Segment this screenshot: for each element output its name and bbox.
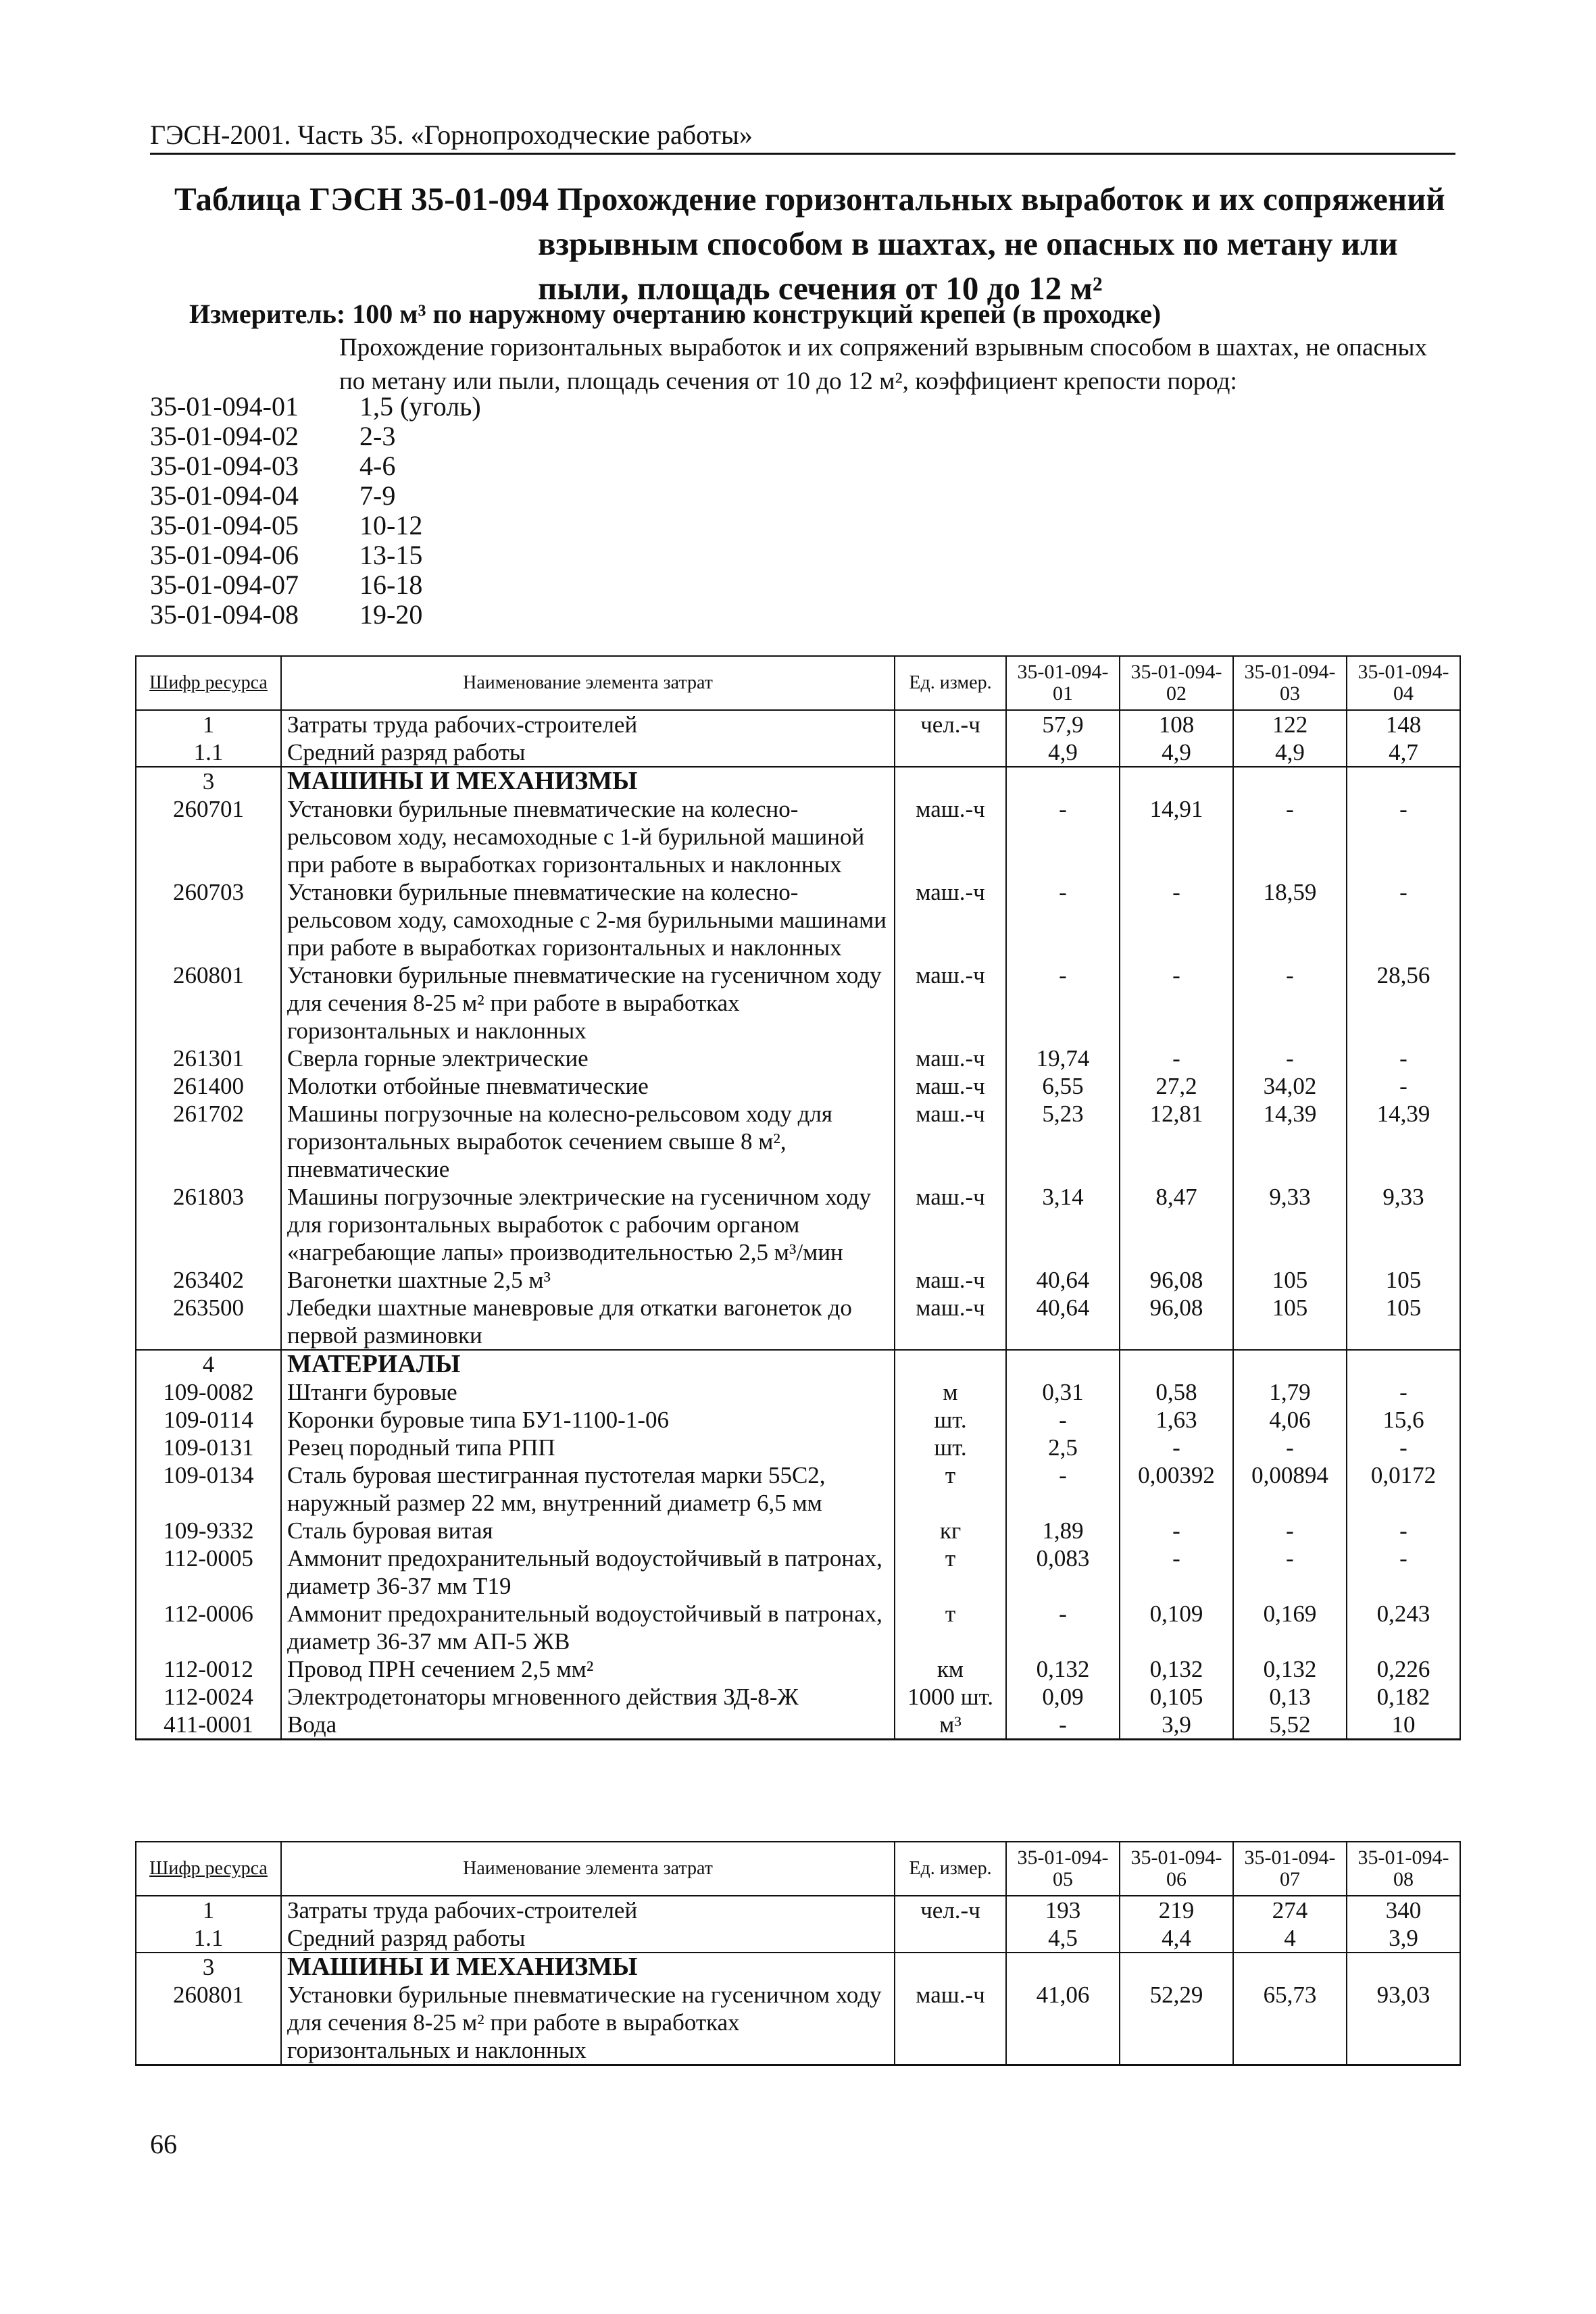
table-row xyxy=(136,878,1460,961)
code-list-code: 35-01-094-02 xyxy=(150,421,299,451)
table-2-header xyxy=(136,1842,1460,1896)
value-cell xyxy=(1233,1350,1347,1378)
cost-element-name: Сталь буровая витая xyxy=(281,1517,895,1544)
value-cell: 4,7 xyxy=(1347,738,1460,767)
code-list-value: 16-18 xyxy=(359,570,423,600)
unit: маш.-ч xyxy=(895,1981,1006,2065)
section-row xyxy=(136,1953,1460,1981)
unit: 1000 шт. xyxy=(895,1683,1006,1711)
resource-code: 261803 xyxy=(136,1183,281,1266)
resource-code: 261400 xyxy=(136,1072,281,1100)
unit: маш.-ч xyxy=(895,1183,1006,1266)
value-cell: 14,39 xyxy=(1233,1100,1347,1183)
code-list-item xyxy=(150,600,481,630)
unit: маш.-ч xyxy=(895,1072,1006,1100)
unit: т xyxy=(895,1600,1006,1655)
header-column-code: 35-01-094-06 xyxy=(1120,1842,1233,1896)
resource-code: 1 xyxy=(136,1896,281,1924)
table-row xyxy=(136,1266,1460,1294)
value-cell: 105 xyxy=(1347,1294,1460,1350)
value-cell: - xyxy=(1006,1600,1120,1655)
resource-code: 263500 xyxy=(136,1294,281,1350)
code-list-value: 13-15 xyxy=(359,540,423,570)
value-cell: 0,0172 xyxy=(1347,1461,1460,1517)
value-cell: 34,02 xyxy=(1233,1072,1347,1100)
value-cell: 0,09 xyxy=(1006,1683,1120,1711)
measure-line xyxy=(189,297,1161,331)
resource-code: 260701 xyxy=(136,795,281,878)
code-list-value: 19-20 xyxy=(359,599,423,630)
value-cell: - xyxy=(1233,1544,1347,1600)
unit: т xyxy=(895,1544,1006,1600)
value-cell: 8,47 xyxy=(1120,1183,1233,1266)
value-cell: - xyxy=(1347,1072,1460,1100)
value-cell: 96,08 xyxy=(1120,1266,1233,1294)
value-cell: 4,4 xyxy=(1120,1924,1233,1953)
resource-code: 109-0082 xyxy=(136,1378,281,1406)
measure-label: Измеритель: xyxy=(189,299,346,329)
value-cell: - xyxy=(1233,961,1347,1045)
unit: шт. xyxy=(895,1434,1006,1461)
resource-code: 112-0012 xyxy=(136,1655,281,1683)
cost-element-name: Сверла горные электрические xyxy=(281,1045,895,1072)
resource-code: 261702 xyxy=(136,1100,281,1183)
cost-element-name: Коронки буровые типа БУ1-1100-1-06 xyxy=(281,1406,895,1434)
value-cell xyxy=(1006,1350,1120,1378)
header-rule xyxy=(150,153,1455,155)
table-row xyxy=(136,1544,1460,1600)
value-cell: 4,9 xyxy=(1006,738,1120,767)
unit xyxy=(895,738,1006,767)
cost-element-name: Электродетонаторы мгновенного действия ЗД-8-Ж xyxy=(281,1683,895,1711)
resource-code: 260703 xyxy=(136,878,281,961)
resource-code: 261301 xyxy=(136,1045,281,1072)
value-cell: 12,81 xyxy=(1120,1100,1233,1183)
cost-element-name: Средний разряд работы xyxy=(281,738,895,767)
value-cell: - xyxy=(1006,961,1120,1045)
header-column-code: 35-01-094-03 xyxy=(1233,656,1347,710)
unit: км xyxy=(895,1655,1006,1683)
header-unit: Ед. измер. xyxy=(895,1842,1006,1896)
cost-element-name: Молотки отбойные пневматические xyxy=(281,1072,895,1100)
intro-text: Прохождение горизонтальных выработок и их сопряжений взрывным способом в шахтах, не опасных по метану или пыли, площадь сечения от 10 до 12 м², коэффициент крепости пород: xyxy=(339,334,1428,395)
value-cell: 0,132 xyxy=(1006,1655,1120,1683)
code-list-code: 35-01-094-04 xyxy=(150,480,299,511)
value-cell: 4,9 xyxy=(1233,738,1347,767)
measure-text: 100 м³ по наружному очертанию конструкций крепей (в проходке) xyxy=(352,299,1162,329)
resource-code: 260801 xyxy=(136,1981,281,2065)
cost-element-name: Вагонетки шахтные 2,5 м³ xyxy=(281,1266,895,1294)
code-list-item xyxy=(150,570,481,600)
unit: маш.-ч xyxy=(895,961,1006,1045)
value-cell: 2,5 xyxy=(1006,1434,1120,1461)
value-cell: 5,52 xyxy=(1233,1711,1347,1740)
value-cell: 57,9 xyxy=(1006,710,1120,738)
cost-element-name: Аммонит предохранительный водоустойчивый в патронах, диаметр 36-37 мм Т19 xyxy=(281,1544,895,1600)
value-cell: 0,226 xyxy=(1347,1655,1460,1683)
value-cell: 105 xyxy=(1347,1266,1460,1294)
value-cell: 1,79 xyxy=(1233,1378,1347,1406)
resource-code: 109-0134 xyxy=(136,1461,281,1517)
resource-code: 411-0001 xyxy=(136,1711,281,1740)
value-cell: 122 xyxy=(1233,710,1347,738)
table-row xyxy=(136,1378,1460,1406)
value-cell: 148 xyxy=(1347,710,1460,738)
value-cell: 41,06 xyxy=(1006,1981,1120,2065)
table-row xyxy=(136,1045,1460,1072)
resource-code: 260801 xyxy=(136,961,281,1045)
resource-code: 109-0114 xyxy=(136,1406,281,1434)
section-title: МАТЕРИАЛЫ xyxy=(281,1350,895,1378)
cost-element-name: Установки бурильные пневматические на колесно-рельсовом ходу, несамоходные с 1-й бурильной машиной при работе в выработках горизонтальных и наклонных xyxy=(281,795,895,878)
value-cell: 27,2 xyxy=(1120,1072,1233,1100)
code-list-value: 7-9 xyxy=(359,480,396,511)
value-cell: 3,9 xyxy=(1347,1924,1460,1953)
header-column-code: 35-01-094-08 xyxy=(1347,1842,1460,1896)
value-cell: 0,00894 xyxy=(1233,1461,1347,1517)
value-cell: 15,6 xyxy=(1347,1406,1460,1434)
header-column-code: 35-01-094-07 xyxy=(1233,1842,1347,1896)
header-column-code: 35-01-094-01 xyxy=(1006,656,1120,710)
value-cell xyxy=(1006,767,1120,795)
code-list-value: 2-3 xyxy=(359,421,396,451)
cost-element-name: Затраты труда рабочих-строителей xyxy=(281,1896,895,1924)
value-cell: 105 xyxy=(1233,1294,1347,1350)
code-list-item xyxy=(150,392,481,422)
resource-code: 112-0006 xyxy=(136,1600,281,1655)
running-header: ГЭСН-2001. Часть 35. «Горнопроходческие работы» xyxy=(150,120,753,150)
value-cell: 65,73 xyxy=(1233,1981,1347,2065)
header-column-code: 35-01-094-02 xyxy=(1120,656,1233,710)
table-row xyxy=(136,710,1460,738)
value-cell: - xyxy=(1347,1434,1460,1461)
code-list-code: 35-01-094-05 xyxy=(150,510,299,540)
table-row xyxy=(136,1294,1460,1350)
resource-code: 109-0131 xyxy=(136,1434,281,1461)
value-cell: 14,39 xyxy=(1347,1100,1460,1183)
unit: м³ xyxy=(895,1711,1006,1740)
header-name: Наименование элемента затрат xyxy=(281,1842,895,1896)
resource-code: 112-0024 xyxy=(136,1683,281,1711)
header-code xyxy=(136,656,281,710)
resource-code: 3 xyxy=(136,767,281,795)
value-cell: 0,109 xyxy=(1120,1600,1233,1655)
cost-element-name: Установки бурильные пневматические на гусеничном ходу для сечения 8-25 м² при работе в выработках горизонтальных и наклонных xyxy=(281,1981,895,2065)
value-cell: 4,5 xyxy=(1006,1924,1120,1953)
unit: м xyxy=(895,1378,1006,1406)
value-cell: 340 xyxy=(1347,1896,1460,1924)
table-1-body xyxy=(136,710,1460,1740)
header-column-code: 35-01-094-04 xyxy=(1347,656,1460,710)
cost-element-name: Лебедки шахтные маневровые для откатки вагонеток до первой разминовки xyxy=(281,1294,895,1350)
resource-code: 109-9332 xyxy=(136,1517,281,1544)
table-row xyxy=(136,1461,1460,1517)
title-line-2: взрывным способом в шахтах, не опасных по метану или xyxy=(538,225,1398,262)
section-title: МАШИНЫ И МЕХАНИЗМЫ xyxy=(281,767,895,795)
header-code xyxy=(136,1842,281,1896)
value-cell: 0,083 xyxy=(1006,1544,1120,1600)
value-cell: - xyxy=(1120,1544,1233,1600)
value-cell: - xyxy=(1006,878,1120,961)
value-cell: 105 xyxy=(1233,1266,1347,1294)
value-cell: - xyxy=(1120,1517,1233,1544)
value-cell: 52,29 xyxy=(1120,1981,1233,2065)
table-row xyxy=(136,1683,1460,1711)
code-list-code: 35-01-094-01 xyxy=(150,391,299,422)
title-line-3: пыли, площадь сечения от 10 до 12 м² xyxy=(538,270,1103,307)
resource-code: 1.1 xyxy=(136,738,281,767)
unit: кг xyxy=(895,1517,1006,1544)
value-cell xyxy=(1120,1350,1233,1378)
value-cell xyxy=(1006,1953,1120,1981)
value-cell: - xyxy=(1347,795,1460,878)
cost-element-name: Вода xyxy=(281,1711,895,1740)
table-row xyxy=(136,1517,1460,1544)
unit: т xyxy=(895,1461,1006,1517)
table-row xyxy=(136,1072,1460,1100)
table-title xyxy=(174,177,1445,311)
value-cell: - xyxy=(1347,1045,1460,1072)
unit: маш.-ч xyxy=(895,1100,1006,1183)
value-cell: - xyxy=(1006,1406,1120,1434)
table-row xyxy=(136,1981,1460,2065)
unit: маш.-ч xyxy=(895,1045,1006,1072)
header-code-label: Шифр ресурса xyxy=(149,672,268,693)
value-cell xyxy=(1120,1953,1233,1981)
resource-code: 3 xyxy=(136,1953,281,1981)
title-line-1: Таблица ГЭСН 35-01-094 Прохождение горизонтальных выработок и их сопряжений xyxy=(174,180,1445,218)
value-cell: 5,23 xyxy=(1006,1100,1120,1183)
value-cell: 6,55 xyxy=(1006,1072,1120,1100)
value-cell: 0,31 xyxy=(1006,1378,1120,1406)
cost-element-name: Провод ПРН сечением 2,5 мм² xyxy=(281,1655,895,1683)
value-cell: 0,58 xyxy=(1120,1378,1233,1406)
table-row xyxy=(136,1600,1460,1655)
code-list-value: 10-12 xyxy=(359,510,423,540)
code-list-value: 1,5 (уголь) xyxy=(359,391,481,422)
code-list-item xyxy=(150,511,481,540)
value-cell: 3,9 xyxy=(1120,1711,1233,1740)
value-cell: - xyxy=(1120,961,1233,1045)
table-row xyxy=(136,795,1460,878)
value-cell: 3,14 xyxy=(1006,1183,1120,1266)
cost-element-name: Аммонит предохранительный водоустойчивый в патронах, диаметр 36-37 мм АП-5 ЖВ xyxy=(281,1600,895,1655)
value-cell: 1,63 xyxy=(1120,1406,1233,1434)
value-cell xyxy=(1120,767,1233,795)
value-cell: - xyxy=(1233,1517,1347,1544)
value-cell xyxy=(1347,1953,1460,1981)
code-list-value: 4-6 xyxy=(359,451,396,481)
resource-code: 4 xyxy=(136,1350,281,1378)
value-cell xyxy=(1347,1350,1460,1378)
page-number: 66 xyxy=(150,2129,177,2159)
unit: чел.-ч xyxy=(895,1896,1006,1924)
table-row xyxy=(136,1711,1460,1740)
value-cell: 19,74 xyxy=(1006,1045,1120,1072)
table-row xyxy=(136,1924,1460,1953)
cost-table-1 xyxy=(135,655,1461,1740)
section-row xyxy=(136,767,1460,795)
value-cell: - xyxy=(1006,1711,1120,1740)
resource-code: 1 xyxy=(136,710,281,738)
value-cell: 0,132 xyxy=(1120,1655,1233,1683)
table-row xyxy=(136,1406,1460,1434)
header-name: Наименование элемента затрат xyxy=(281,656,895,710)
code-list-code: 35-01-094-06 xyxy=(150,540,299,570)
value-cell: - xyxy=(1006,795,1120,878)
value-cell: 28,56 xyxy=(1347,961,1460,1045)
code-list-item xyxy=(150,422,481,451)
value-cell: - xyxy=(1233,1434,1347,1461)
unit xyxy=(895,767,1006,795)
table-row xyxy=(136,961,1460,1045)
resource-code: 1.1 xyxy=(136,1924,281,1953)
cost-element-name: Машины погрузочные электрические на гусеничном ходу для горизонтальных выработок с рабочим органом «нагребающие лапы» производительностью 2,5 м³/мин xyxy=(281,1183,895,1266)
cost-element-name: Сталь буровая шестигранная пустотелая марки 55С2, наружный размер 22 мм, внутренний диаметр 6,5 мм xyxy=(281,1461,895,1517)
value-cell: - xyxy=(1347,1378,1460,1406)
value-cell: 193 xyxy=(1006,1896,1120,1924)
value-cell: - xyxy=(1233,1045,1347,1072)
value-cell: 9,33 xyxy=(1347,1183,1460,1266)
code-list-item xyxy=(150,540,481,570)
unit: маш.-ч xyxy=(895,1266,1006,1294)
value-cell: 4,9 xyxy=(1120,738,1233,767)
value-cell: 219 xyxy=(1120,1896,1233,1924)
table-row xyxy=(136,1100,1460,1183)
cost-element-name: Установки бурильные пневматические на колесно-рельсовом ходу, самоходные с 2-мя бурильными машинами при работе в выработках горизонтальных и наклонных xyxy=(281,878,895,961)
header-unit: Ед. измер. xyxy=(895,656,1006,710)
value-cell: - xyxy=(1120,1434,1233,1461)
value-cell: 0,13 xyxy=(1233,1683,1347,1711)
value-cell: 10 xyxy=(1347,1711,1460,1740)
section-row xyxy=(136,1350,1460,1378)
code-list-code: 35-01-094-08 xyxy=(150,599,299,630)
value-cell: 9,33 xyxy=(1233,1183,1347,1266)
cost-element-name: Штанги буровые xyxy=(281,1378,895,1406)
table-1-header xyxy=(136,656,1460,710)
value-cell xyxy=(1347,767,1460,795)
value-cell: - xyxy=(1347,878,1460,961)
unit xyxy=(895,1924,1006,1953)
value-cell: 40,64 xyxy=(1006,1294,1120,1350)
cost-element-name: Машины погрузочные на колесно-рельсовом ходу для горизонтальных выработок сечением свыше 8 м², пневматические xyxy=(281,1100,895,1183)
code-list-item xyxy=(150,451,481,481)
code-list xyxy=(150,392,481,630)
code-list-code: 35-01-094-07 xyxy=(150,570,299,600)
value-cell: 40,64 xyxy=(1006,1266,1120,1294)
resource-code: 263402 xyxy=(136,1266,281,1294)
value-cell: 1,89 xyxy=(1006,1517,1120,1544)
value-cell: - xyxy=(1120,878,1233,961)
code-list-code: 35-01-094-03 xyxy=(150,451,299,481)
value-cell: - xyxy=(1006,1461,1120,1517)
cost-table-2 xyxy=(135,1841,1461,2066)
table-row xyxy=(136,1655,1460,1683)
value-cell: 0,132 xyxy=(1233,1655,1347,1683)
unit xyxy=(895,1350,1006,1378)
value-cell: 4 xyxy=(1233,1924,1347,1953)
table-row xyxy=(136,1896,1460,1924)
header-column-code: 35-01-094-05 xyxy=(1006,1842,1120,1896)
cost-element-name: Средний разряд работы xyxy=(281,1924,895,1953)
value-cell: 274 xyxy=(1233,1896,1347,1924)
value-cell: 93,03 xyxy=(1347,1981,1460,2065)
value-cell: - xyxy=(1233,795,1347,878)
value-cell: 14,91 xyxy=(1120,795,1233,878)
value-cell: 0,00392 xyxy=(1120,1461,1233,1517)
value-cell: 108 xyxy=(1120,710,1233,738)
resource-code: 112-0005 xyxy=(136,1544,281,1600)
cost-element-name: Установки бурильные пневматические на гусеничном ходу для сечения 8-25 м² при работе в выработках горизонтальных и наклонных xyxy=(281,961,895,1045)
unit: чел.-ч xyxy=(895,710,1006,738)
cost-element-name: Резец породный типа РПП xyxy=(281,1434,895,1461)
code-list-item xyxy=(150,481,481,511)
unit: маш.-ч xyxy=(895,1294,1006,1350)
value-cell: 0,182 xyxy=(1347,1683,1460,1711)
value-cell: - xyxy=(1347,1517,1460,1544)
table-row xyxy=(136,738,1460,767)
value-cell xyxy=(1233,767,1347,795)
unit xyxy=(895,1953,1006,1981)
value-cell: - xyxy=(1120,1045,1233,1072)
section-title: МАШИНЫ И МЕХАНИЗМЫ xyxy=(281,1953,895,1981)
value-cell: 0,243 xyxy=(1347,1600,1460,1655)
value-cell: 0,169 xyxy=(1233,1600,1347,1655)
cost-element-name: Затраты труда рабочих-строителей xyxy=(281,710,895,738)
value-cell: 96,08 xyxy=(1120,1294,1233,1350)
unit: маш.-ч xyxy=(895,878,1006,961)
unit: шт. xyxy=(895,1406,1006,1434)
unit: маш.-ч xyxy=(895,795,1006,878)
value-cell: 4,06 xyxy=(1233,1406,1347,1434)
table-2-body xyxy=(136,1896,1460,2065)
table-row xyxy=(136,1434,1460,1461)
value-cell xyxy=(1233,1953,1347,1981)
header-code-label: Шифр ресурса xyxy=(149,1858,268,1879)
table-row xyxy=(136,1183,1460,1266)
value-cell: 0,105 xyxy=(1120,1683,1233,1711)
value-cell: 18,59 xyxy=(1233,878,1347,961)
value-cell: - xyxy=(1347,1544,1460,1600)
